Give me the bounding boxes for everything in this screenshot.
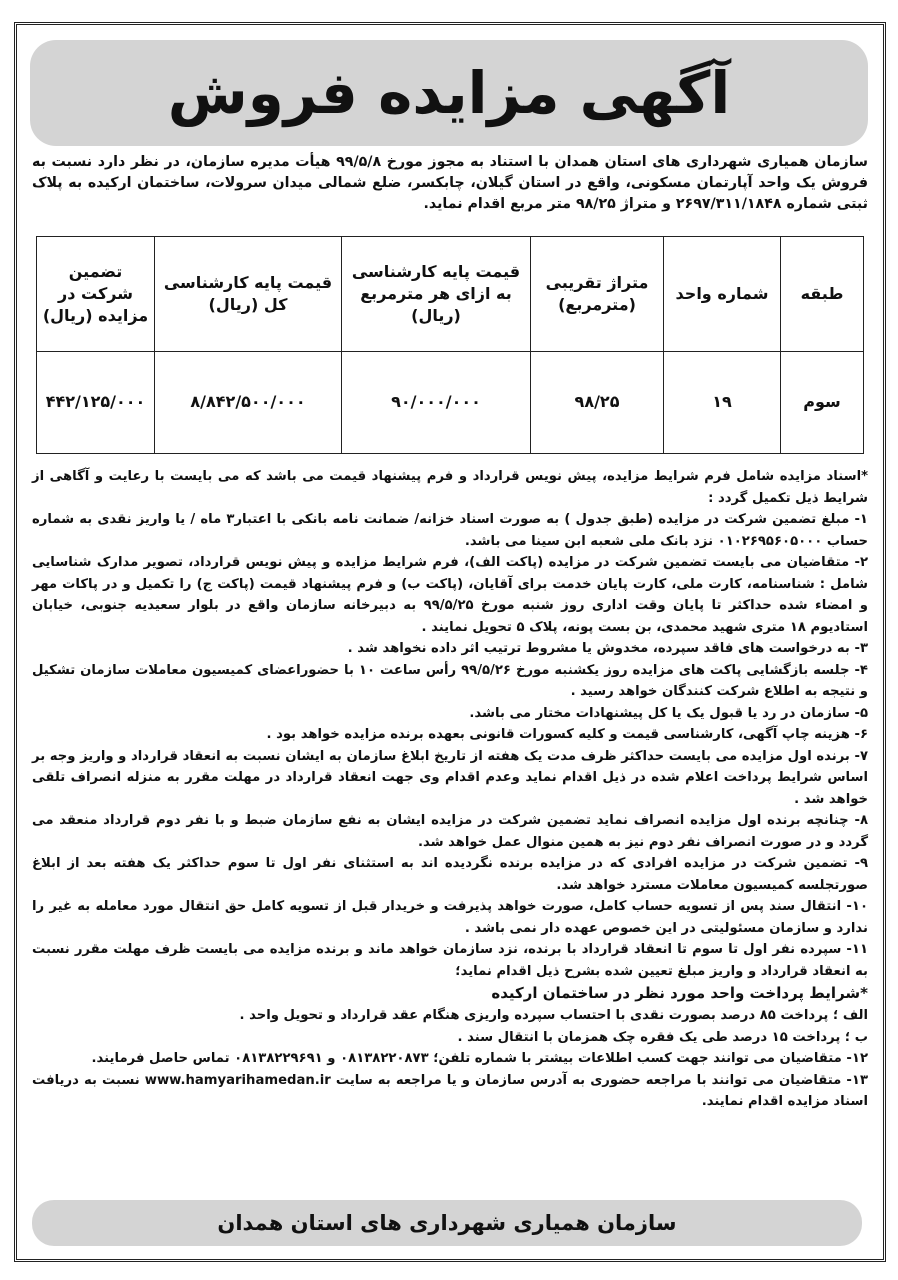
cell-price-per-meter: ۹۰/۰۰۰/۰۰۰ [342, 351, 531, 453]
cell-unit-number: ۱۹ [664, 351, 781, 453]
condition-item-4: ۴- جلسه بازگشایی پاکت های مزایده روز یکشنبه مورخ ۹۹/۵/۲۶ رأس ساعت ۱۰ با حضوراعضای کمیسیون معاملات سازمان تشکیل و نتیجه به اطلاع شرکت کنندگان خواهد رسید . [32, 662, 868, 699]
header-floor: طبقه [781, 237, 864, 352]
item13-text-end: نسبت به دریافت اسناد مزایده اقدام نمایند. [32, 1072, 868, 1109]
condition-item-10: ۱۰- انتقال سند پس از تسویه حساب کامل، صورت خواهد پذیرفت و خریدار قبل از تسویه کامل حق انتقال مورد معامله به غیر را ندارد و سازمان مسئولیتی در این خصوص عهده دار نمی باشد . [32, 899, 868, 936]
condition-item-6: ۶- هزینه چاپ آگهی، کارشناسی قیمت و کلیه کسورات قانونی بعهده برنده مزایده خواهد بود . [266, 727, 868, 742]
payment-terms-heading: *شرایط پرداخت واحد مورد نظر در ساختمان ارکیده [491, 984, 868, 1002]
conditions-intro: *اسناد مزایده شامل فرم شرایط مزایده، پیش نویس قرارداد و فرم پیشنهاد قیمت می باشد که می بایست با رعایت و آگاهی از شرایط ذیل تکمیل گردد : [32, 469, 868, 506]
condition-item-1: ۱- مبلغ تضمین شرکت در مزایده (طبق جدول ) به صورت اسناد خزانه/ ضمانت نامه بانکی با اعتبار۳ ماه / یا واریز نقدی به شماره حساب ۰۱۰۲۶۹۵۶۰۵۰۰۰ نزد بانک ملی شعبه ابن سینا می باشد. [32, 512, 868, 549]
payment-item-b: ب ؛ پرداخت ۱۵ درصد طی یک فقره چک همزمان با انتقال سند . [457, 1029, 868, 1045]
website-link[interactable]: www.hamyarihamedan.ir [144, 1072, 331, 1088]
footer-banner [32, 1200, 862, 1246]
header-area: متراژ تقریبی (مترمربع) [531, 237, 664, 352]
condition-item-3: ۳- به درخواست های فاقد سپرده، مخدوش یا مشروط ترتیب اثر داده نخواهد شد . [347, 641, 868, 656]
organization-name: سازمان همیاری شهرداری های استان همدان [217, 1211, 677, 1235]
header-price-per-meter: قیمت پایه کارشناسی به ازای هر مترمربع (ریال) [342, 237, 531, 352]
table-header-row [37, 237, 864, 352]
cell-area: ۹۸/۲۵ [531, 351, 664, 453]
title-banner [30, 40, 868, 146]
notice-title: آگهی مزایده فروش [167, 59, 731, 127]
cell-floor: سوم [781, 351, 864, 453]
intro-paragraph: سازمان همیاری شهرداری های استان همدان با استناد به مجوز مورخ ۹۹/۵/۸ هیأت مدیره سازمان، در نظر دارد نسبت به فروش یک واحد آپارتمان مسکونی، واقع در استان گیلان، چابکسر، ضلع شمالی میدان سرولات، ساختمان ارکیده به پلاک ثبتی شماره ۲۶۹۷/۳۱۱/۱۸۴۸ و متراژ ۹۸/۲۵ متر مربع اقدام نماید. [32, 154, 868, 212]
condition-item-9: ۹- تضمین شرکت در مزایده افرادی که در مزایده برنده نگردیده اند به استثنای نفر اول تا سوم حداکثر یک هفته بعد از ابلاغ صورتجلسه کمیسیون معاملات مسترد خواهد شد. [32, 856, 868, 893]
property-table [36, 236, 864, 454]
conditions-section [32, 466, 868, 1113]
condition-item-13 [32, 1070, 868, 1113]
item13-text-start: ۱۳- متقاضیان می توانند با مراجعه حضوری به آدرس سازمان و یا مراجعه به سایت [335, 1072, 868, 1088]
header-deposit: تضمین شرکت در مزایده (ریال) [37, 237, 155, 352]
header-total-price: قیمت پایه کارشناسی کل (ریال) [155, 237, 342, 352]
condition-item-2: ۲- متقاضیان می بایست تضمین شرکت در مزایده (پاکت الف)، فرم شرایط مزایده و پیش نویس قرارداد، تصویر مدارک شناسایی شامل : شناسنامه، کارت ملی، کارت پایان خدمت برای آقایان، (پاکت ب) و فرم پیشنهاد قیمت (پاکت ج) را تکمیل و در پاکات مهر و امضاء شده حداکثر تا پایان وقت اداری روز شنبه مورخ ۹۹/۵/۲۵ به دبیرخانه سازمان واقع در بلوار سعیدیه جنوبی، خیابان استادیوم ۱۸ متری شهید محمدی، بن بست پونه، پلاک ۵ تحویل نمایند . [32, 555, 869, 635]
condition-item-11: ۱۱- سپرده نفر اول تا سوم تا انعقاد قرارداد با برنده، نزد سازمان خواهد ماند و برنده مزایده می بایست ظرف مهلت مقرر نسبت به انعقاد قرارداد و واریز مبلغ تعیین شده بشرح ذیل اقدام نماید؛ [32, 942, 868, 979]
cell-total-price: ۸/۸۴۲/۵۰۰/۰۰۰ [155, 351, 342, 453]
condition-item-8: ۸- چنانچه برنده اول مزایده انصراف نماید تضمین شرکت در مزایده ایشان به نفع سازمان ضبط و با نفر دوم قرارداد منعقد می گردد و در صورت انصراف نفر دوم نیز به همین منوال عمل خواهد شد. [32, 813, 868, 850]
condition-item-5: ۵- سازمان در رد یا قبول یک یا کل پیشنهادات مختار می باشد. [469, 705, 868, 721]
condition-item-12: ۱۲- متقاضیان می توانند جهت کسب اطلاعات بیشتر با شماره تلفن؛ ۰۸۱۳۸۲۲۰۸۷۳ و ۰۸۱۳۸۲۲۹۶۹۱ تماس حاصل فرمایند. [91, 1051, 868, 1066]
table-row [37, 351, 864, 453]
condition-item-7: ۷- برنده اول مزایده می بایست حداکثر ظرف مدت یک هفته از تاریخ ابلاغ سازمان به ایشان نسبت به انعقاد قرارداد و واریز وجه بر اساس شرایط پرداخت اعلام شده در ذیل اقدام نماید وعدم اقدام وی جهت انعقاد قرارداد در مهلت مقرر به منزله انصراف تلقی خواهد شد . [32, 748, 868, 807]
cell-deposit: ۴۴۲/۱۲۵/۰۰۰ [37, 351, 155, 453]
header-unit-number: شماره واحد [664, 237, 781, 352]
payment-item-a: الف ؛ پرداخت ۸۵ درصد بصورت نقدی با احتساب سپرده واریزی هنگام عقد قرارداد و تحویل واحد . [239, 1008, 868, 1023]
